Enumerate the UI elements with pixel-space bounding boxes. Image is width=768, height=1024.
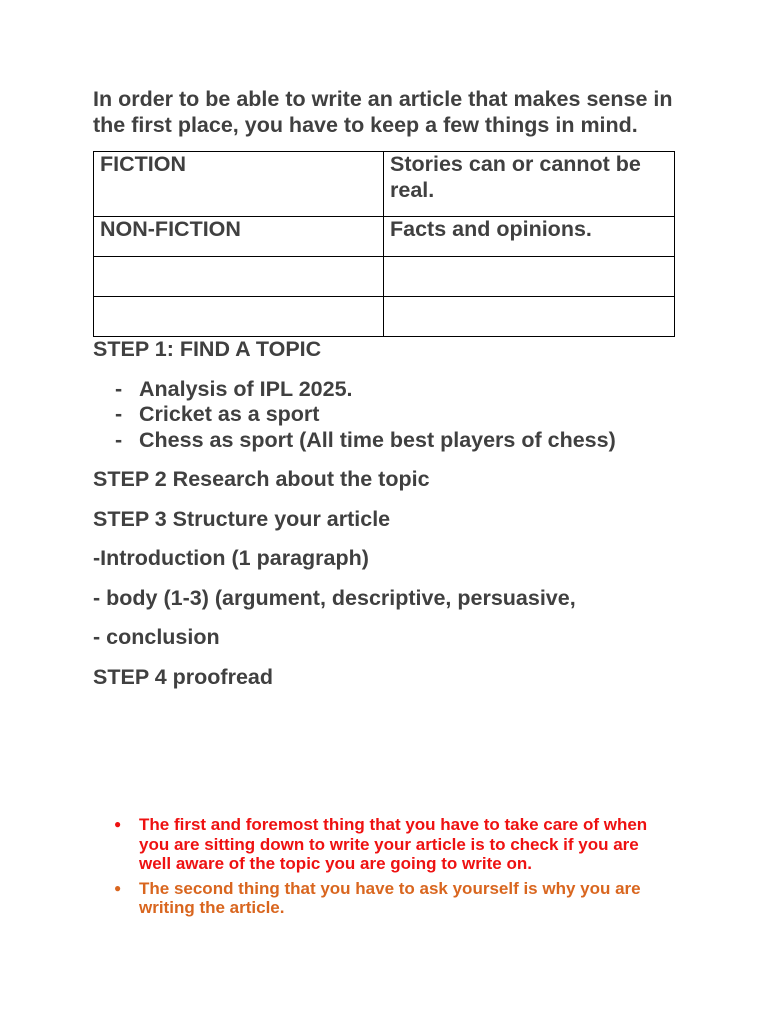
step-4-heading: STEP 4 proofread xyxy=(93,664,274,689)
tips-bullet-list xyxy=(114,815,674,923)
dash-marker: - xyxy=(115,427,123,452)
structure-body: - body (1-3) (argument, descriptive, persuasive, xyxy=(93,585,576,610)
table-cell xyxy=(94,257,384,297)
topic-text: Chess as sport (All time best players of chess) xyxy=(139,427,616,452)
tip-text: The second thing that you have to ask yourself is why you are writing the article. xyxy=(139,878,641,917)
table-row xyxy=(94,152,675,217)
structure-conclusion: - conclusion xyxy=(93,625,220,649)
topic-text: Cricket as a sport xyxy=(139,402,320,426)
list-item xyxy=(114,879,674,918)
bullet-dot-icon: ● xyxy=(114,817,122,831)
definitions-table xyxy=(93,151,675,337)
step-2-heading: STEP 2 Research about the topic xyxy=(93,467,430,491)
table-cell xyxy=(384,297,675,337)
table-cell: FICTION xyxy=(94,152,384,217)
dash-marker: - xyxy=(115,376,123,401)
list-item xyxy=(114,815,674,874)
intro-paragraph: In order to be able to write an article that makes sense in the first place, you have to keep a few things in mind. xyxy=(93,87,673,137)
step-3-heading: STEP 3 Structure your article xyxy=(93,506,391,531)
table-cell xyxy=(384,257,675,297)
step-1-heading: STEP 1: FIND A TOPIC xyxy=(93,337,322,361)
topic-list xyxy=(93,377,675,454)
document-page xyxy=(93,87,675,690)
table-row xyxy=(94,297,675,337)
topic-text: Analysis of IPL 2025. xyxy=(139,376,353,401)
list-item xyxy=(93,428,675,454)
table-row xyxy=(94,217,675,257)
bullet-dot-icon: ● xyxy=(114,880,122,895)
list-item xyxy=(93,377,675,403)
table-cell: Facts and opinions. xyxy=(384,217,675,257)
table-cell: NON-FICTION xyxy=(94,217,384,257)
structure-introduction: -Introduction (1 paragraph) xyxy=(93,546,369,570)
table-row xyxy=(94,257,675,297)
dash-marker: - xyxy=(115,402,123,426)
tip-text: The first and foremost thing that you have to take care of when you are sitting down to write your article is to check if you are well aware of the topic you are going to write on. xyxy=(139,815,648,873)
list-item xyxy=(93,402,675,428)
table-cell xyxy=(94,297,384,337)
table-cell: Stories can or cannot be real. xyxy=(384,152,675,217)
